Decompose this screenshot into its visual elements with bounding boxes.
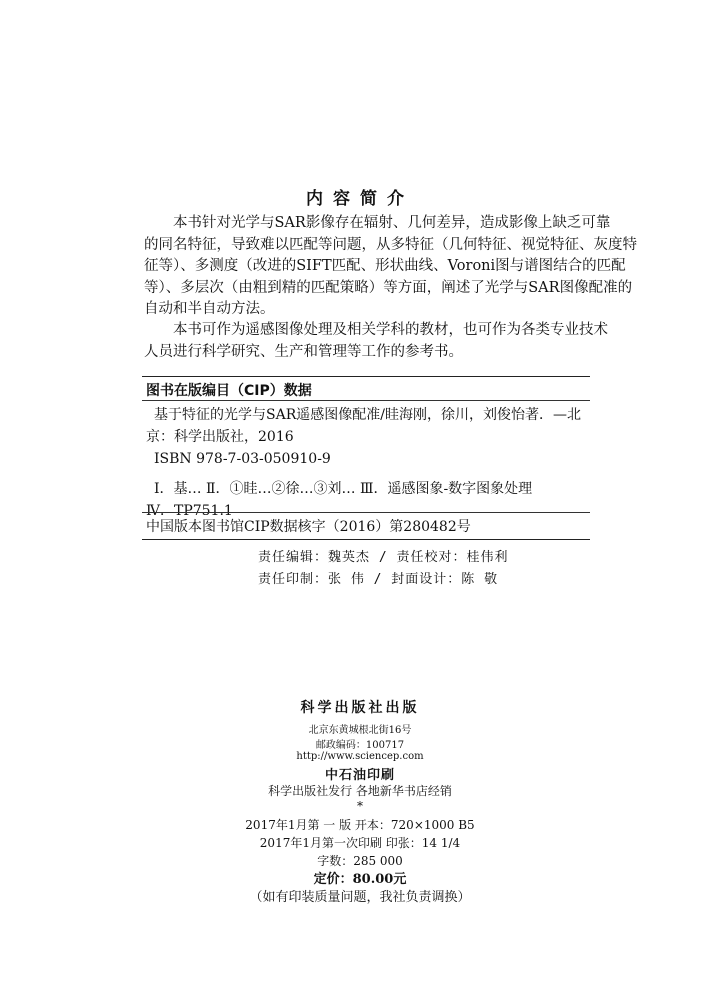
cip-line-1: 基于特征的光学与SAR遥感图像配准/眭海刚，徐川，刘俊怡著．—北 — [154, 407, 581, 423]
distribution-info: 科学出版社发行 各地新华书店经销 — [268, 784, 452, 798]
paragraph-line: 本书可作为遥感图像处理及相关学科的教材，也可作为各类专业技术 — [173, 322, 608, 338]
quality-note: （如有印装质量问题，我社负责调换） — [249, 890, 471, 905]
cip-divider — [142, 400, 590, 401]
cip-line-2: 京：科学出版社，2016 — [146, 429, 294, 445]
printing-info: 2017年1月第一次印刷 印张：14 1/4 — [259, 836, 461, 850]
printer-name: 中石油印刷 — [324, 768, 395, 783]
price: 定价：80.00元 — [313, 872, 407, 887]
paragraph-line: 等）、多层次（由粗到精的匹配策略）等方面，阐述了光学与SAR图像配准的 — [144, 279, 633, 296]
editors-line-2: 责任印制：张 伟 / 封面设计：陈 敬 — [258, 572, 499, 587]
cip-verify-number: 中国版本图书馆CIP数据核字（2016）第280482号 — [146, 519, 471, 535]
summary-paragraph-2 — [144, 320, 608, 363]
summary-paragraph-1 — [144, 213, 637, 321]
cip-body — [146, 404, 592, 522]
editors-line-1: 责任编辑：魏英杰 / 责任校对：桂伟利 — [258, 550, 509, 565]
cip-title: 图书在版编目（CIP）数据 — [146, 383, 312, 399]
publisher-name: 科学出版社出版 — [300, 700, 420, 716]
paragraph-line: 征等）、多测度（改进的SIFT匹配、形状曲线、Voroni图与谱图结合的匹配 — [144, 258, 626, 274]
word-count: 字数：285 000 — [317, 854, 403, 868]
cip-divider — [142, 512, 590, 513]
edition-info: 2017年1月第 一 版 开本：720×1000 B5 — [245, 818, 475, 832]
publisher-address: 北京东黄城根北街16号 — [308, 725, 412, 736]
cip-classification-2: Ⅳ．TP751.1 — [146, 503, 233, 519]
paragraph-line: 人员进行科学研究、生产和管理等工作的参考书。 — [144, 343, 463, 360]
summary-heading: 内容简介 — [306, 189, 414, 209]
cip-isbn: ISBN 978-7-03-050910-9 — [154, 451, 331, 467]
separator-star: * — [357, 799, 363, 813]
paragraph-line: 自动和半自动方法。 — [144, 301, 275, 317]
paragraph-line: 本书针对光学与SAR影像存在辐射、几何差异，造成影像上缺乏可靠 — [173, 215, 611, 231]
publisher-url: http://www.sciencep.com — [296, 751, 424, 762]
cip-classification-1: Ⅰ．基… Ⅱ．①眭…②徐…③刘… Ⅲ．遥感图象-数字图象处理 — [154, 481, 533, 497]
paragraph-line: 的同名特征，导致难以匹配等问题，从多特征（几何特征、视觉特征、灰度特 — [144, 236, 637, 253]
publisher-postcode: 邮政编码：100717 — [315, 740, 405, 751]
